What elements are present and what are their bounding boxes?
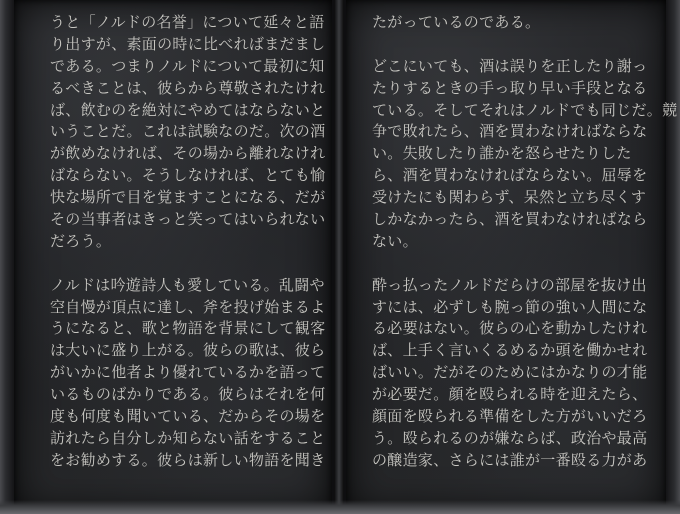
book-cover-left-edge: [0, 0, 14, 514]
text-line: ている。そしてそれはノルドでも同じだ。競: [372, 100, 678, 119]
text-line: すには、必ずしも腕っ節の強い人間にな: [372, 297, 648, 316]
text-line: をお勧めする。彼らは新しい物語を聞き: [50, 450, 326, 469]
text-line: る必要はない。彼らの心を動かしたけれ: [372, 319, 648, 338]
text-line: しかなかったら、酒を買わなければなら: [372, 210, 648, 229]
text-line: 快な場所で目を覚ますことになる、だが: [50, 188, 326, 207]
text-line: がいかに他者より優れているかを語って: [50, 363, 326, 382]
text-line: ら、酒を買わなければならない。屈辱を: [372, 166, 648, 185]
text-line: ば、飲むのを絶対にやめてはならないと: [50, 100, 326, 119]
text-line: ノルドは吟遊詩人も愛している。乱闘や: [50, 275, 325, 294]
text-line: が飲めなければ、その場から離れなけれ: [50, 144, 326, 163]
paragraph-break: [50, 253, 325, 275]
text-line: 度も何度も聞いている、だからその場を: [50, 407, 326, 426]
text-line: いるものばかりである。彼らはそれを何: [50, 385, 326, 404]
left-page: [14, 0, 334, 514]
text-line: が必要だ。顔を殴られる時を迎えたら、: [372, 385, 648, 404]
book-spine: [334, 0, 344, 514]
paragraph-break: [372, 34, 677, 56]
paragraph-break: [372, 253, 677, 275]
text-line: り出すが、素面の時に比べればまだまし: [50, 34, 326, 53]
text-line: うと「ノルドの名誉」について延々と語: [50, 13, 325, 31]
right-page: [344, 0, 678, 514]
text-line: 訪れたら自分しか知らない話をすること: [50, 428, 326, 447]
text-line: ない。: [372, 231, 418, 250]
text-line: の醸造家、さらには誰が一番殴る力があ: [372, 450, 648, 469]
right-page-text: [372, 12, 677, 472]
text-line: ばならない。そうしなければ、とても愉: [50, 166, 326, 185]
text-line: 受けたにも関わらず、呆然と立ち尽くす: [372, 188, 647, 207]
text-line: ば、上手く言いくるめるか頭を働かせれ: [372, 341, 648, 360]
text-line: う。殴られるのが嫌ならば、政治や最高: [372, 428, 648, 447]
text-line: どこにいても、酒は誤りを正したり謝っ: [372, 56, 648, 75]
text-line: たがっているのである。: [372, 13, 541, 31]
text-line: だろう。: [50, 231, 112, 250]
text-line: 争で敗れたら、酒を買わなければならな: [372, 122, 648, 141]
text-line: いうことだ。これは試験なのだ。次の酒: [50, 122, 326, 141]
text-line: その当事者はきっと笑ってはいられない: [50, 210, 326, 229]
text-line: 酔っ払ったノルドだらけの部屋を抜け出: [372, 275, 647, 294]
text-line: 空自慢が頂点に達し、斧を投げ始まるよ: [50, 297, 326, 316]
book-bottom-edge: [0, 500, 680, 514]
text-line: ばいい。だがそのためにはかなりの才能: [372, 363, 648, 382]
text-line: は大いに盛り上がる。彼らの歌は、彼ら: [50, 341, 326, 360]
text-line: 顔面を殴られる準備をした方がいいだろ: [372, 407, 648, 426]
text-line: たりするときの手っ取り早い手段となる: [372, 78, 648, 97]
text-line: るべきことは、彼らから尊敬されたけれ: [50, 78, 326, 97]
text-line: である。つまりノルドについて最初に知: [50, 56, 325, 75]
text-line: い。失敗したり誰かを怒らせたりした: [372, 144, 632, 163]
text-line: うになると、歌と物語を背景にして観客: [50, 319, 326, 338]
left-page-text: [50, 12, 325, 472]
